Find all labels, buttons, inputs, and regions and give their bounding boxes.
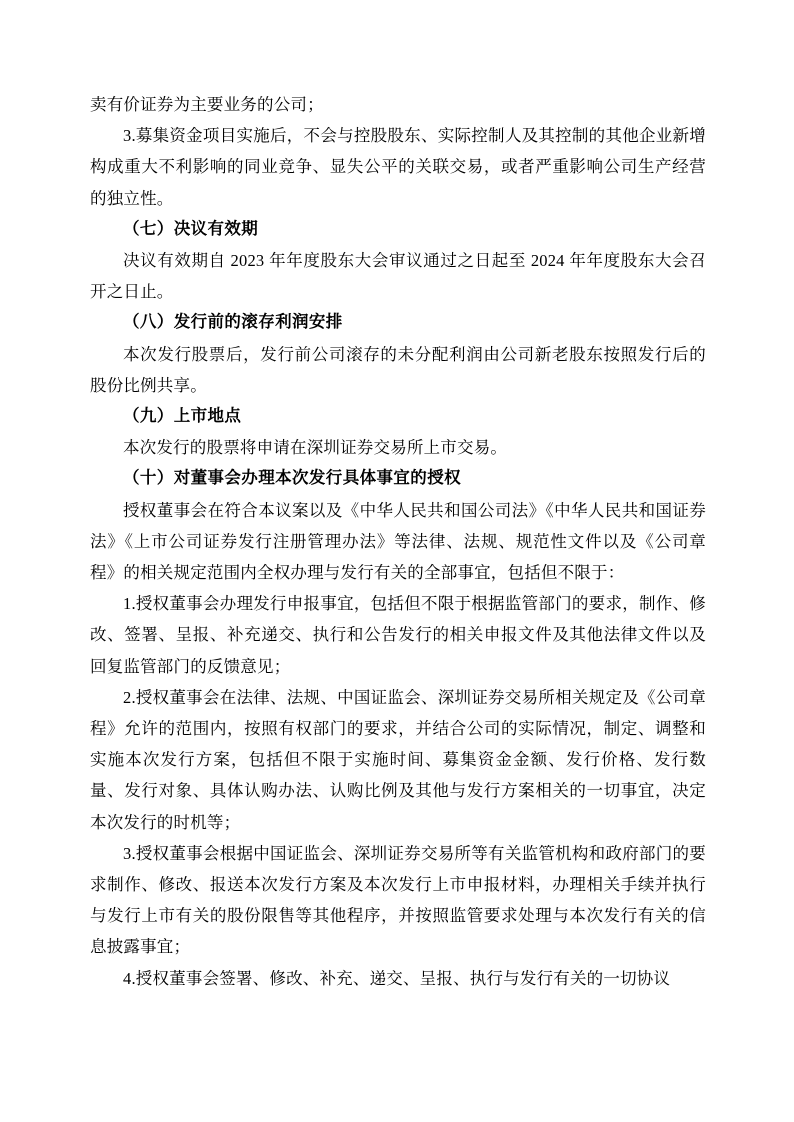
body-paragraph: 3.授权董事会根据中国证监会、深圳证券交易所等有关监管机构和政府部门的要求制作、修改、报送本次发行方案及本次发行上市申报材料，办理相关手续并执行与发行上市有关的股份限售等其他程序，并按照监管要求处理与本次发行有关的信息披露事宜； (90, 843, 706, 957)
section-heading: （十）对董事会办理本次发行具体事宜的授权 (123, 469, 461, 488)
body-paragraph: 授权董事会在符合本议案以及《中华人民共和国公司法》《中华人民共和国证券法》《上市公司证券发行注册管理办法》等法律、法规、规范性文件以及《公司章程》的相关规定范围内全权办理与发行有关的全部事宜，包括但不限于： (90, 500, 706, 583)
body-paragraph: 1.授权董事会办理发行申报事宜，包括但不限于根据监管部门的要求，制作、修改、签署、呈报、补充递交、执行和公告发行的相关申报文件及其他法律文件以及回复监管部门的反馈意见； (90, 594, 706, 676)
section-heading: （九）上市地点 (123, 407, 242, 426)
section-heading: （七）决议有效期 (123, 219, 259, 238)
body-paragraph: 4.授权董事会签署、修改、补充、递交、呈报、执行与发行有关的一切协议 (123, 968, 671, 988)
body-paragraph: 本次发行的股票将申请在深圳证券交易所上市交易。 (123, 438, 508, 458)
body-paragraph: 2.授权董事会在法律、法规、中国证监会、深圳证券交易所相关规定及《公司章程》允许的范围内，按照有权部门的要求，并结合公司的实际情况，制定、调整和实施本次发行方案，包括但不限于实施时间、募集资金金额、发行价格、发行数量、发行对象、具体认购办法、认购比例及其他与发行方案相关的一切事宜，决定本次发行的时机等； (90, 687, 706, 832)
body-paragraph: 决议有效期自 2023 年年度股东大会审议通过之日起至 2024 年年度股东大会召开之日止。 (90, 251, 706, 302)
body-paragraph: 3.募集资金项目实施后，不会与控股股东、实际控制人及其控制的其他企业新增构成重大不利影响的同业竞争、显失公平的关联交易，或者严重影响公司生产经营的独立性。 (90, 126, 706, 208)
body-paragraph: 卖有价证券为主要业务的公司； (90, 95, 324, 114)
document-content (90, 89, 706, 994)
section-heading: （八）发行前的滚存利润安排 (123, 313, 343, 332)
body-paragraph: 本次发行股票后，发行前公司滚存的未分配利润由公司新老股东按照发行后的股份比例共享。 (90, 344, 706, 395)
